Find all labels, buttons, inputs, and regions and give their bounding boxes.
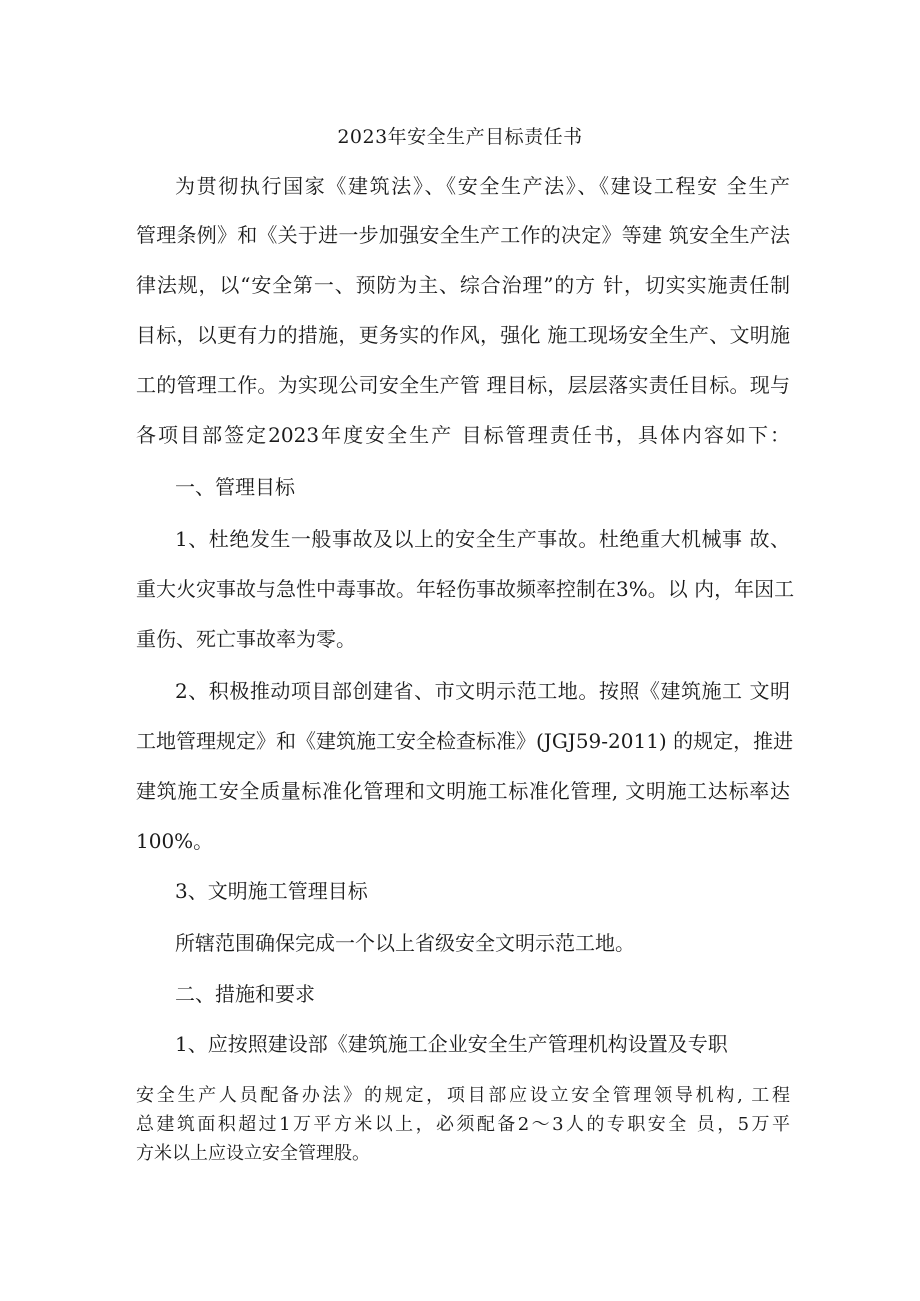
- intro-line: 目标，以更有力的措施，更务实的作风，强化 施工现场安全生产、文明施: [136, 323, 790, 347]
- item-line: 重大火灾事故与急性中毒事故。年轻伤事故频率控制在3%。以 内，年因工: [136, 577, 795, 601]
- intro-line: 为贯彻执行国家《建筑法》、《安全生产法》、《建设工程安 全生产: [175, 174, 790, 198]
- measure-line: 1、应按照建设部《建筑施工企业安全生产管理机构设置及专职: [175, 1032, 728, 1056]
- item-text: 所辖范围确保完成一个以上省级安全文明示范工地。: [175, 931, 635, 955]
- measure-cont-line: 方米以上应设立安全管理股。: [136, 1143, 370, 1164]
- item-line: 1、杜绝发生一般事故及以上的安全生产事故。杜绝重大机械事 故、: [175, 527, 790, 551]
- item-heading: 3、文明施工管理目标: [175, 879, 368, 903]
- item-line: 工地管理规定》和《建筑施工安全检查标准》(JGJ59-2011) 的规定，推进: [136, 729, 794, 753]
- item-line: 100%。: [136, 829, 214, 853]
- intro-line: 律法规，以“安全第一、预防为主、综合治理”的方 针，切实实施责任制: [136, 273, 790, 297]
- intro-line: 各项目部签定2023年度安全生产 目标管理责任书，具体内容如下：: [136, 423, 790, 447]
- intro-line: 管理条例》和《关于进一步加强安全生产工作的决定》等建 筑安全生产法: [136, 223, 790, 247]
- measure-cont-line: 安全生产人员配备办法》的规定，项目部应设立安全管理领导机构, 工程: [136, 1085, 790, 1106]
- section-heading: 一、管理目标: [175, 475, 295, 499]
- document-title: 2023年安全生产目标责任书: [337, 126, 583, 148]
- item-line: 建筑施工安全质量标准化管理和文明施工标准化管理, 文明施工达标率达: [136, 779, 790, 803]
- item-line: 2、积极推动项目部创建省、市文明示范工地。按照《建筑施工 文明: [175, 679, 790, 703]
- item-line: 重伤、死亡事故率为零。: [136, 627, 356, 651]
- measure-cont-line: 总建筑面积超过1万平方米以上，必须配备2～3人的专职安全 员，5万平: [136, 1114, 790, 1135]
- section-heading: 二、措施和要求: [175, 982, 315, 1006]
- intro-line: 工的管理工作。为实现公司安全生产管 理目标，层层落实责任目标。现与: [136, 373, 790, 397]
